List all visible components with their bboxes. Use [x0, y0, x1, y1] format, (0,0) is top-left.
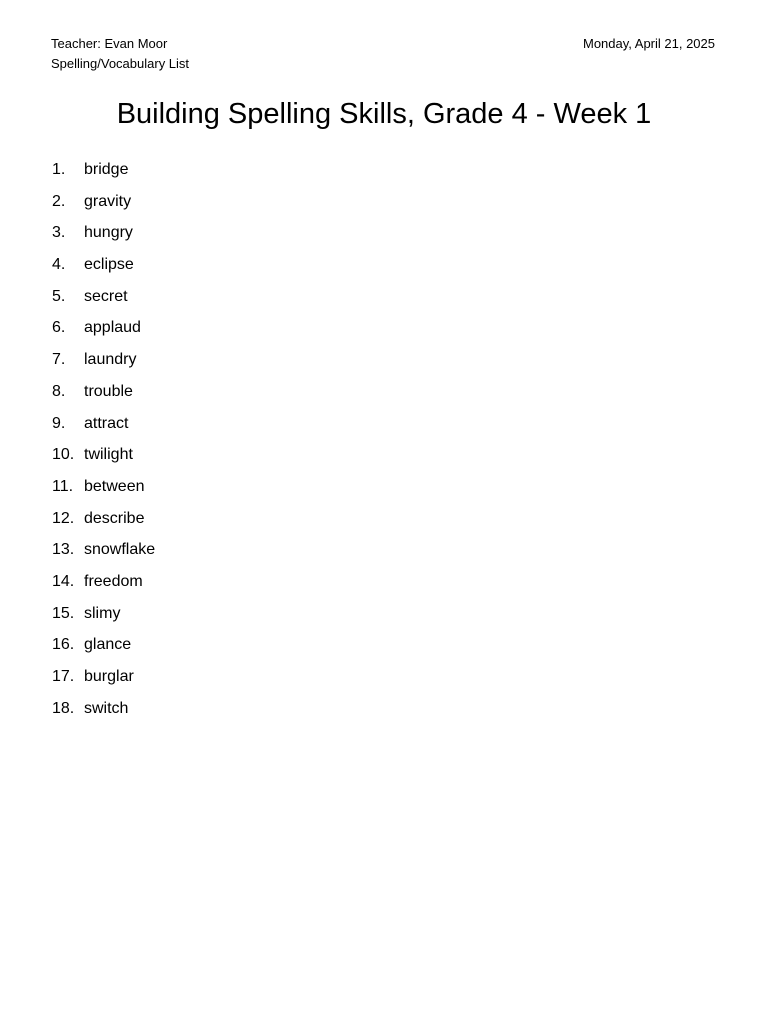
- list-item: [52, 252, 155, 284]
- list-item-number: 18.: [52, 699, 75, 717]
- list-item: [52, 315, 155, 347]
- list-item-word: snowflake: [84, 541, 156, 559]
- list-item-word: burglar: [84, 668, 134, 685]
- list-item: [52, 189, 155, 221]
- list-item: [52, 284, 155, 316]
- list-item: [52, 411, 155, 443]
- list-item-number: 17.: [52, 668, 75, 685]
- teacher-name: Teacher: Evan Moor: [51, 36, 168, 51]
- list-item: [52, 347, 155, 379]
- list-item-number: 13.: [52, 541, 75, 559]
- list-item-word: attract: [84, 414, 129, 432]
- list-item: [52, 379, 155, 411]
- list-item-number: 11.: [52, 477, 74, 495]
- list-item-word: freedom: [84, 572, 143, 590]
- list-item-word: glance: [84, 636, 132, 654]
- list-item: [52, 537, 155, 569]
- list-item-word: trouble: [84, 382, 133, 400]
- list-item-number: 6.: [52, 319, 66, 337]
- list-item: [52, 442, 155, 474]
- list-item-number: 16.: [52, 636, 75, 654]
- list-item-word: gravity: [84, 192, 132, 210]
- list-item-number: 14.: [52, 572, 75, 590]
- list-item-number: 15.: [52, 604, 75, 622]
- list-item: [52, 506, 155, 538]
- list-item: [52, 601, 155, 633]
- list-item: [52, 474, 155, 506]
- list-item: [52, 632, 155, 664]
- word-list: [52, 157, 155, 727]
- list-item: [52, 664, 155, 696]
- list-item-word: eclipse: [84, 256, 134, 274]
- list-item-number: 8.: [52, 382, 66, 400]
- list-item-number: 12.: [52, 509, 75, 527]
- page-title: Building Spelling Skills, Grade 4 - Week 1: [116, 98, 652, 130]
- list-item-number: 2.: [52, 192, 66, 210]
- list-item: [52, 696, 155, 728]
- list-item-number: 7.: [52, 351, 66, 369]
- list-item-word: applaud: [84, 319, 141, 337]
- list-item-word: twilight: [84, 446, 133, 464]
- list-item-number: 10.: [52, 446, 75, 464]
- list-item-number: 4.: [52, 256, 66, 274]
- list-item: [52, 157, 155, 189]
- list-item-number: 3.: [52, 224, 66, 242]
- document-date: Monday, April 21, 2025: [582, 36, 715, 51]
- list-item-word: secret: [84, 287, 128, 305]
- list-item-number: 9.: [52, 414, 66, 432]
- list-item-word: slimy: [84, 604, 121, 622]
- list-item: [52, 569, 155, 601]
- list-item-number: 1.: [52, 161, 66, 178]
- list-item-word: between: [84, 477, 145, 495]
- list-type: Spelling/Vocabulary List: [51, 56, 190, 71]
- list-item-word: switch: [84, 699, 129, 717]
- list-item-word: laundry: [84, 351, 137, 369]
- list-item-number: 5.: [52, 287, 66, 305]
- list-item: [52, 220, 155, 252]
- list-item-word: describe: [84, 509, 145, 527]
- list-item-word: bridge: [84, 161, 129, 178]
- header-left: [51, 34, 189, 74]
- list-item-word: hungry: [84, 224, 133, 242]
